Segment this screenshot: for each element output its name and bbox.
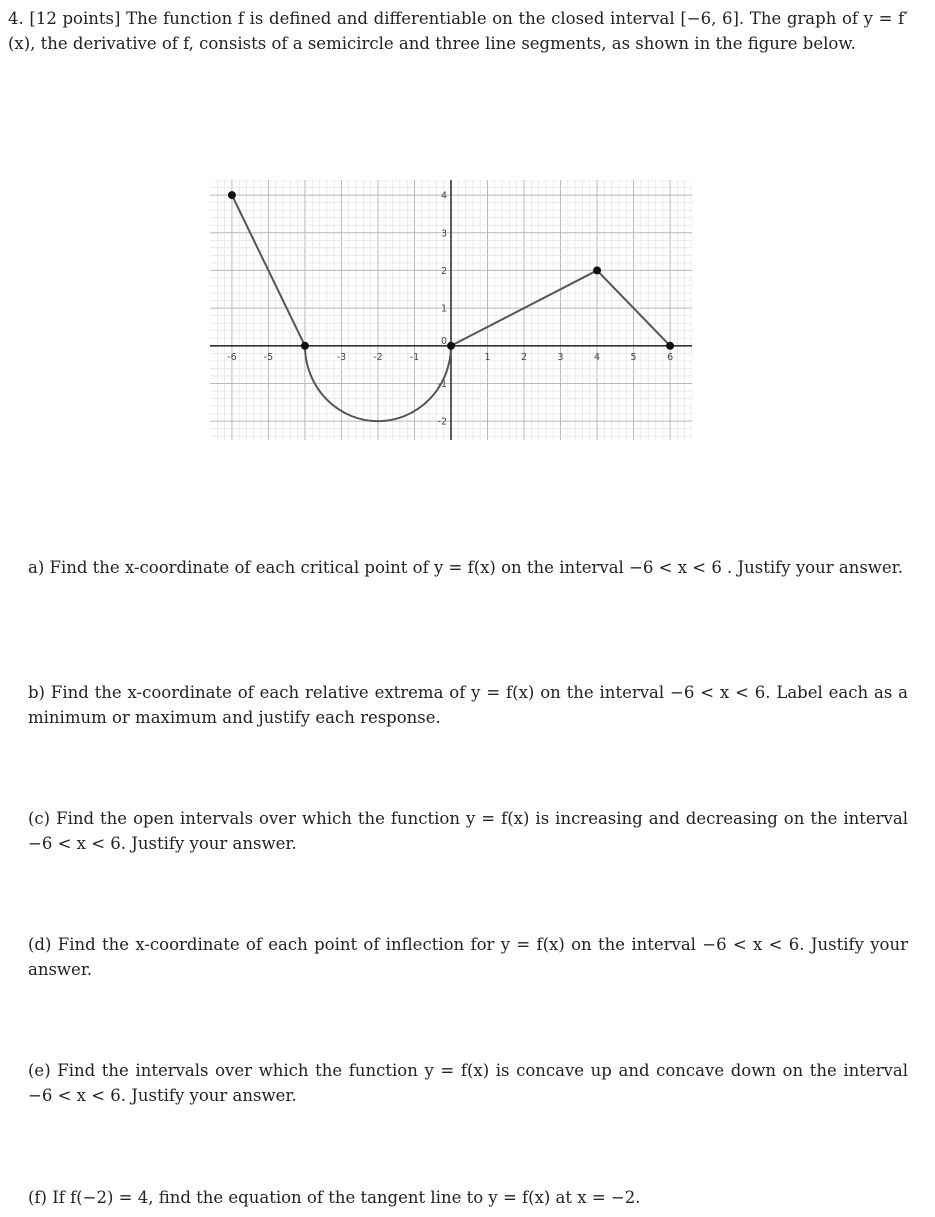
y-tick-label: -1 bbox=[437, 378, 447, 390]
question-d: (d) Find the x-coordinate of each point of inflection for y = f(x) on the interval −6 < x < 6. Justify your answer. bbox=[28, 935, 908, 979]
x-tick-label: 6 bbox=[667, 351, 674, 363]
axes bbox=[210, 180, 692, 440]
graph-point bbox=[447, 342, 455, 350]
tick-labels bbox=[227, 191, 673, 428]
x-tick-label: 3 bbox=[557, 351, 564, 363]
question-e: (e) Find the intervals over which the function y = f(x) is concave up and concave down on the interval −6 < x < 6. Justify your answer. bbox=[28, 1061, 908, 1105]
graph-point bbox=[593, 266, 601, 274]
graph-point bbox=[666, 342, 674, 350]
derivative-graph bbox=[210, 180, 692, 440]
problem-statement: 4. [12 points] The function f is defined and differentiable on the closed interval [−6, 6]. The graph of y = f′(x), the derivative of f, consists of a semicircle and three line segments, as shown in the figure below. bbox=[8, 9, 908, 53]
question-b: b) Find the x-coordinate of each relative extrema of y = f(x) on the interval −6 < x < 6. Label each as a minimum or maximum and justify each response. bbox=[28, 683, 908, 727]
x-tick-label: 2 bbox=[521, 351, 528, 363]
x-tick-label: -2 bbox=[373, 351, 383, 363]
x-tick-label: -6 bbox=[227, 351, 237, 363]
y-tick-label: 4 bbox=[440, 190, 447, 202]
y-tick-label: 1 bbox=[440, 303, 447, 315]
x-tick-label: 5 bbox=[630, 351, 637, 363]
y-tick-label: 3 bbox=[440, 228, 447, 240]
origin-label: 0 bbox=[440, 335, 447, 347]
y-tick-label: 2 bbox=[440, 265, 447, 277]
question-a: a) Find the x-coordinate of each critical point of y = f(x) on the interval −6 < x < 6 . Justify your answer. bbox=[28, 558, 903, 577]
x-tick-label: -1 bbox=[409, 351, 420, 363]
x-tick-label: -3 bbox=[336, 351, 347, 363]
x-tick-label: 4 bbox=[594, 351, 601, 363]
y-tick-label: -2 bbox=[437, 416, 447, 428]
question-f: (f) If f(−2) = 4, find the equation of the tangent line to y = f(x) at x = −2. bbox=[28, 1188, 641, 1207]
graph-point bbox=[301, 342, 309, 350]
x-tick-label: -5 bbox=[263, 351, 274, 363]
question-c: (c) Find the open intervals over which the function y = f(x) is increasing and decreasing on the interval −6 < x < 6. Justify your answer. bbox=[28, 809, 908, 853]
graph-point bbox=[228, 191, 236, 199]
x-tick-label: 1 bbox=[484, 351, 491, 363]
